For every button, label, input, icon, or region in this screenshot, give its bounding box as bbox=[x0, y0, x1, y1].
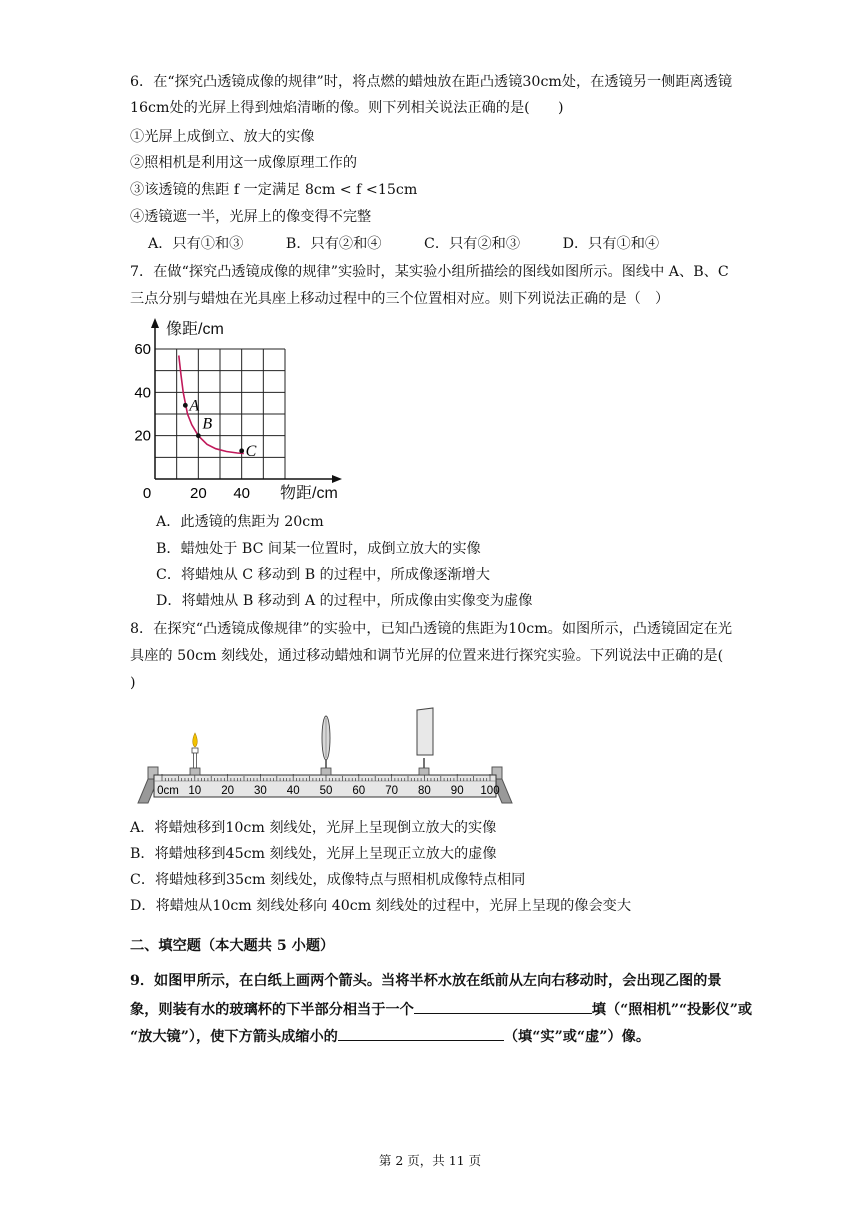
grid-lines bbox=[155, 349, 285, 479]
ruler-label: 70 bbox=[385, 785, 398, 797]
ruler-label: 60 bbox=[352, 785, 366, 797]
ruler-label: 50 bbox=[319, 785, 333, 797]
point-label-b: B bbox=[202, 415, 213, 433]
point-label-a: A bbox=[189, 397, 200, 415]
q7-option-b: B．蜡烛处于 BC 间某一位置时，成倒立放大的实像 bbox=[156, 541, 481, 557]
q8-stem-line2: 具座的 50cm 刻线处，通过移动蜡烛和调节光屏的位置来进行探究实验。下列说法中正确的是( bbox=[130, 648, 724, 664]
candle-flame bbox=[193, 733, 198, 747]
answer-blank-1[interactable] bbox=[414, 997, 592, 1014]
answer-blank-2[interactable] bbox=[338, 1024, 504, 1041]
candle bbox=[190, 733, 200, 775]
q8-stem-line3: ) bbox=[130, 675, 136, 691]
q8-stem-line1: 8．在探究“凸透镜成像规律”的实验中，已知凸透镜的焦距为10cm。如图所示，凸透镜固定在光 bbox=[130, 621, 733, 637]
page-footer: 第 2 页，共 11 页 bbox=[378, 1153, 482, 1168]
q9-line3-text-b: （填“实”或“虚”）像。 bbox=[503, 1029, 651, 1045]
q7-stem-line1: 7．在做“探究凸透镜成像的规律”实验时，某实验小组所描绘的图线如图所示。图线中 A、B、C bbox=[130, 264, 729, 280]
ruler-label: 30 bbox=[254, 785, 267, 797]
q9-line2-text-a: 象，则装有水的玻璃杯的下半部分相当于一个 bbox=[130, 1002, 414, 1018]
q8-option-c: C．将蜡烛移到35cm 刻线处，成像特点与照相机成像特点相同 bbox=[130, 872, 526, 888]
ruler-label: 80 bbox=[418, 785, 431, 797]
q8-option-a: A．将蜡烛移到10cm 刻线处，光屏上呈现倒立放大的实像 bbox=[130, 820, 497, 836]
x-axis-label: 物距/cm bbox=[280, 485, 338, 502]
y-axis-arrow bbox=[151, 318, 159, 328]
q9-line3 bbox=[130, 1024, 650, 1047]
q6-options: A．只有①和③ B．只有②和④ C．只有②和③ D．只有①和④ bbox=[148, 236, 660, 252]
x-tick-label: 0 bbox=[142, 485, 152, 502]
ruler-label: 20 bbox=[221, 785, 234, 797]
data-point-a bbox=[183, 403, 188, 408]
q8-option-d: D．将蜡烛从10cm 刻线处移向 40cm 刻线处的过程中，光屏上呈现的像会变大 bbox=[130, 898, 632, 914]
ruler-label: 0cm bbox=[157, 785, 179, 797]
q7-option-a: A．此透镜的焦距为 20cm bbox=[156, 514, 324, 530]
x-tick-label: 40 bbox=[233, 485, 251, 502]
q7-stem-line2: 三点分别与蜡烛在光具座上移动过程中的三个位置相对应。则下列说法正确的是（ ） bbox=[130, 291, 670, 307]
q6-statement-2: ②照相机是利用这一成像原理工作的 bbox=[130, 155, 358, 171]
q8-option-b: B．将蜡烛移到45cm 刻线处，光屏上呈现正立放大的虚像 bbox=[130, 846, 497, 862]
q6-statement-1: ①光屏上成倒立、放大的实像 bbox=[130, 129, 315, 145]
convex-lens bbox=[321, 716, 331, 775]
optical-bench-figure bbox=[130, 705, 520, 810]
point-label-c: C bbox=[245, 442, 257, 460]
ruler-label: 100 bbox=[480, 785, 500, 797]
ruler-label: 10 bbox=[188, 785, 202, 797]
y-tick-label: 60 bbox=[134, 341, 151, 358]
q6-statement-3: ③该透镜的焦距 f 一定满足 8cm < f <15cm bbox=[130, 182, 418, 198]
section-heading: 二、填空题（本大题共 5 小题） bbox=[130, 938, 335, 954]
light-screen bbox=[417, 708, 433, 775]
ruler-label: 90 bbox=[450, 785, 464, 797]
y-tick-label: 20 bbox=[134, 427, 151, 445]
q9-line1: 9．如图甲所示，在白纸上画两个箭头。当将半杯水放在纸前从左向右移动时，会出现乙图的景 bbox=[130, 973, 722, 989]
y-tick-label: 40 bbox=[134, 384, 151, 402]
q6-stem-line2: 16cm处的光屏上得到烛焰清晰的像。则下列相关说法正确的是( ) bbox=[130, 100, 564, 116]
q7-option-d: D．将蜡烛从 B 移动到 A 的过程中，所成像由实像变为虚像 bbox=[156, 593, 533, 609]
x-axis-arrow bbox=[332, 475, 342, 483]
x-tick-label: 20 bbox=[189, 485, 207, 502]
q9-line3-text-a: “放大镜”），使下方箭头成缩小的 bbox=[130, 1029, 338, 1045]
q6-stem-line1: 6．在“探究凸透镜成像的规律”时，将点燃的蜡烛放在距凸透镜30cm处，在透镜另一侧距离透镜 bbox=[130, 74, 733, 90]
q9-line2-text-b: 填（“照相机”“投影仪”或 bbox=[591, 1002, 753, 1018]
q9-line2 bbox=[130, 997, 752, 1020]
ruler-label: 40 bbox=[286, 785, 300, 797]
q6-statement-4: ④透镜遮一半，光屏上的像变得不完整 bbox=[130, 209, 372, 225]
q7-option-c: C．将蜡烛从 C 移动到 B 的过程中，所成像逐渐增大 bbox=[156, 567, 490, 583]
y-axis-label: 像距/cm bbox=[166, 321, 224, 338]
image-distance-graph bbox=[130, 316, 360, 506]
data-point-c bbox=[239, 448, 244, 453]
data-point-b bbox=[196, 433, 201, 438]
